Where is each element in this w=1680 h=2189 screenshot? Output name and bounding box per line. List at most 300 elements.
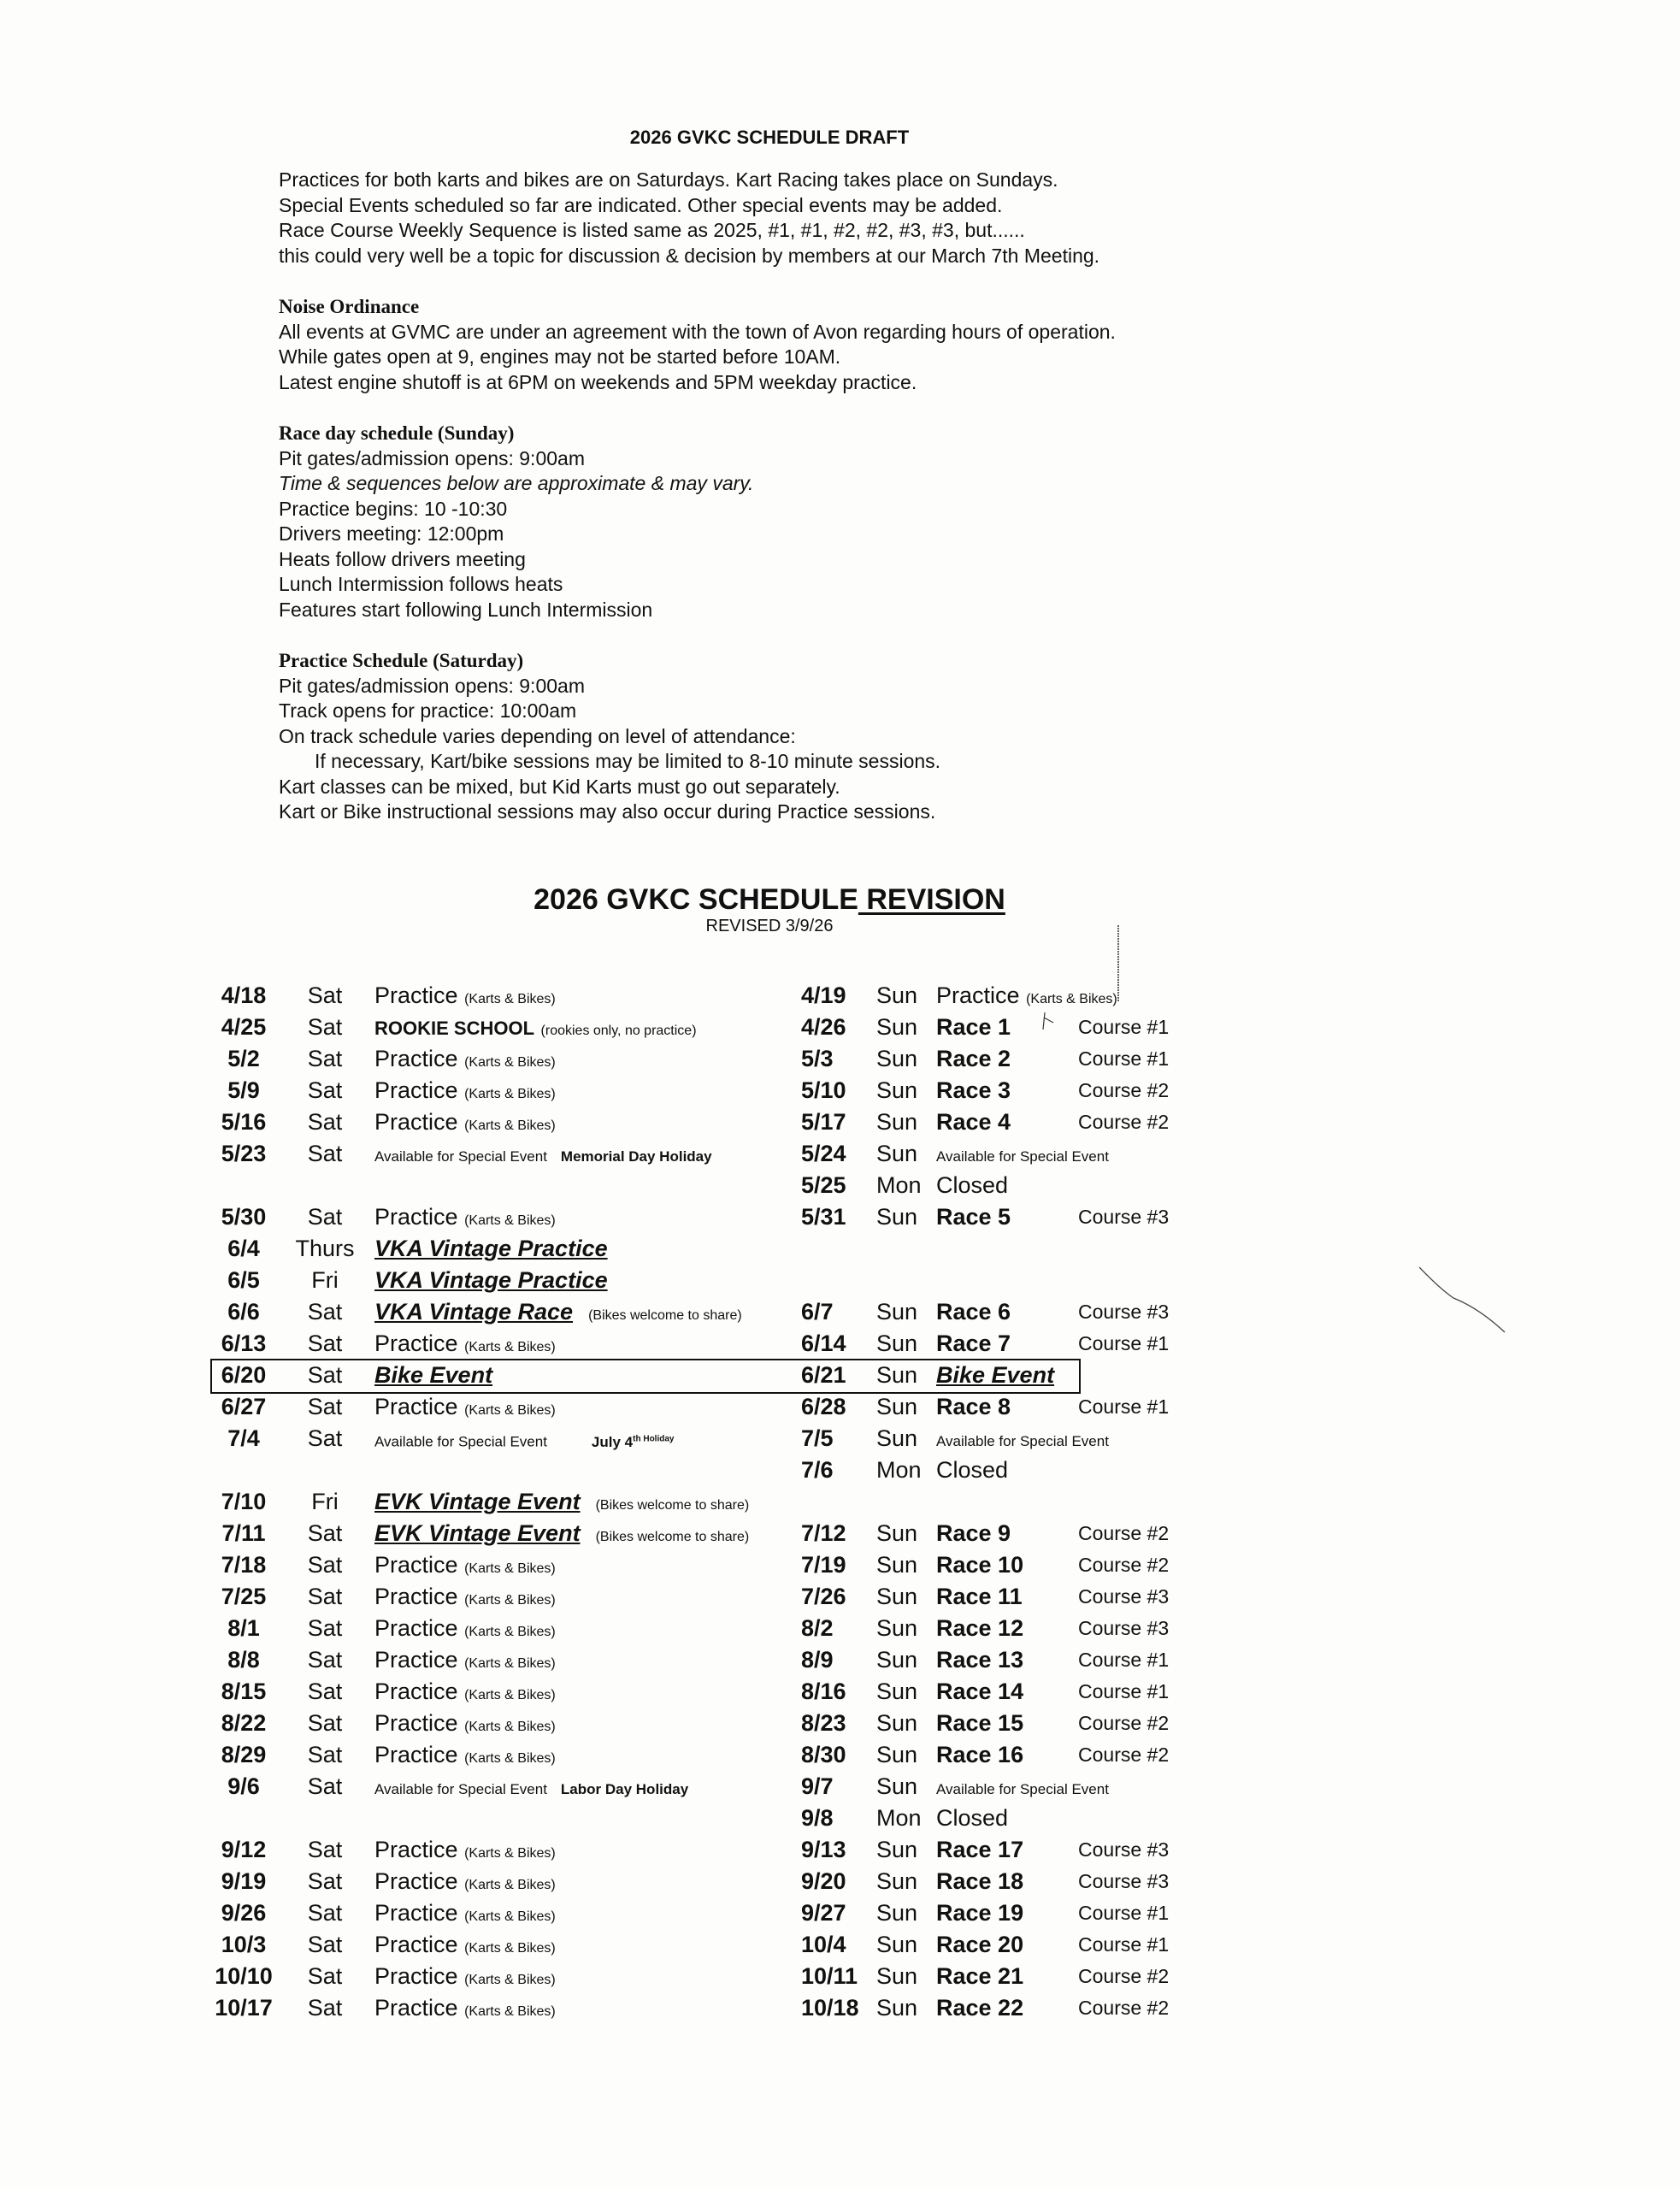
event-weekday: Sat — [307, 1584, 343, 1609]
event-date: 6/27 — [221, 1394, 267, 1419]
race-title: Race 9 — [936, 1520, 1011, 1546]
event-date: 8/16 — [801, 1679, 846, 1704]
event-note: (Karts & Bikes) — [464, 1593, 556, 1608]
noise-line: While gates open at 9, engines may not be started before 10AM. — [279, 345, 841, 368]
event-title: Practice — [374, 1647, 458, 1673]
event-date: 8/30 — [801, 1742, 846, 1767]
course-label: Course #2 — [1078, 1712, 1170, 1734]
event-cell — [936, 1328, 1011, 1360]
race-title: Race 12 — [936, 1615, 1024, 1641]
holiday-label — [561, 1148, 712, 1165]
event-weekday: Sun — [876, 1331, 918, 1356]
event-cell — [936, 1739, 1023, 1771]
event-cell — [936, 1075, 1011, 1106]
event-note: (Karts & Bikes) — [464, 1055, 556, 1070]
event-date: 6/6 — [227, 1299, 260, 1325]
event-weekday: Sun — [876, 1552, 918, 1578]
race-title: Race 21 — [936, 1963, 1024, 1989]
schedule-row — [0, 1391, 1680, 1423]
event-date: 6/4 — [227, 1236, 260, 1261]
event-cell — [374, 1897, 556, 1932]
event-weekday: Sat — [307, 1077, 343, 1103]
noise-line: Latest engine shutoff is at 6PM on weekends and 5PM weekday practice. — [279, 370, 917, 393]
event-weekday: Sat — [307, 1331, 343, 1356]
race-title: Race 18 — [936, 1868, 1024, 1894]
race-title: Race 13 — [936, 1647, 1024, 1673]
event-note: (Karts & Bikes) — [464, 1688, 556, 1702]
race-title: Race 19 — [936, 1900, 1024, 1926]
event-weekday: Fri — [311, 1267, 339, 1293]
event-cell — [374, 1138, 712, 1172]
event-weekday: Sun — [876, 1046, 918, 1071]
holiday-label — [592, 1434, 675, 1450]
special-event-title: EVK Vintage Event — [374, 1489, 581, 1514]
event-weekday: Sat — [307, 1868, 343, 1894]
event-title: Practice — [374, 1394, 458, 1419]
event-date: 5/10 — [801, 1077, 846, 1103]
event-date: 4/18 — [221, 982, 267, 1008]
event-weekday: Sat — [307, 982, 343, 1008]
special-event-title: Bike Event — [936, 1362, 1055, 1388]
event-title: Practice — [374, 1963, 458, 1989]
schedule-row — [0, 1486, 1680, 1518]
race-title: Race 20 — [936, 1932, 1024, 1957]
event-weekday: Sun — [876, 1109, 918, 1135]
raceday-note: Time & sequences below are approximate & may vary. — [279, 472, 754, 494]
course-label: Course #2 — [1078, 1111, 1170, 1133]
event-note: (Karts & Bikes) — [464, 1561, 556, 1576]
event-date: 10/3 — [221, 1932, 267, 1957]
event-cell — [374, 1771, 688, 1805]
event-weekday: Sun — [876, 1647, 918, 1673]
event-title: Practice — [374, 1615, 458, 1641]
course-label: Course #1 — [1078, 1016, 1170, 1038]
event-date: 5/17 — [801, 1109, 846, 1135]
event-cell — [936, 1170, 1008, 1201]
event-cell — [936, 1613, 1023, 1644]
schedule-row — [0, 1581, 1680, 1613]
event-weekday: Sat — [307, 1710, 343, 1736]
event-weekday: Sun — [876, 1995, 918, 2021]
event-weekday: Sun — [876, 982, 918, 1008]
event-weekday: Sat — [307, 1520, 343, 1546]
draft-title: 2026 GVKC SCHEDULE DRAFT — [629, 127, 910, 148]
event-weekday: Sun — [876, 1141, 918, 1166]
event-cell — [374, 1644, 556, 1679]
raceday-line: Lunch Intermission follows heats — [279, 573, 563, 595]
schedule-row — [0, 1549, 1680, 1581]
schedule-row — [0, 1138, 1680, 1170]
revision-date: REVISED 3/9/26 — [705, 917, 834, 935]
event-cell — [374, 1328, 556, 1363]
event-date: 8/1 — [227, 1615, 260, 1641]
practice-line: Pit gates/admission opens: 9:00am — [279, 674, 585, 697]
event-weekday: Fri — [311, 1489, 339, 1514]
schedule-row — [0, 1233, 1680, 1265]
schedule-row — [0, 1803, 1680, 1834]
event-cell — [374, 1929, 556, 1964]
event-cell — [936, 980, 1117, 1015]
event-cell — [374, 1201, 556, 1236]
event-title: Practice — [374, 1552, 458, 1578]
event-date: 5/2 — [227, 1046, 260, 1071]
practice-heading: Practice Schedule (Saturday) — [279, 650, 524, 671]
event-date: 10/17 — [215, 1995, 273, 2021]
event-cell — [936, 1708, 1023, 1739]
special-event-title: Bike Event — [374, 1362, 493, 1388]
event-cell — [936, 1771, 1109, 1805]
event-weekday: Sat — [307, 1615, 343, 1641]
raceday-line: Pit gates/admission opens: 9:00am — [279, 446, 585, 469]
revision-title — [0, 883, 1539, 917]
event-weekday: Sat — [307, 1932, 343, 1957]
scan-mark-line — [1116, 925, 1121, 1002]
schedule-row — [0, 1961, 1680, 1992]
schedule-row — [0, 1106, 1680, 1138]
special-event-title: VKA Vintage Practice — [374, 1236, 608, 1261]
schedule-row — [0, 1644, 1680, 1676]
race-title: Race 7 — [936, 1331, 1011, 1356]
event-weekday: Sat — [307, 1425, 343, 1451]
event-cell — [374, 1423, 674, 1458]
event-date: 7/4 — [227, 1425, 260, 1451]
event-cell — [936, 1201, 1011, 1233]
event-note: (Karts & Bikes) — [464, 1118, 556, 1133]
schedule-row — [0, 1518, 1680, 1549]
course-label: Course #1 — [1078, 1047, 1170, 1070]
event-weekday: Sun — [876, 1362, 918, 1388]
event-weekday: Sun — [876, 1773, 918, 1799]
event-note: (Karts & Bikes) — [464, 1087, 556, 1101]
race-title: Race 17 — [936, 1837, 1024, 1862]
event-title: Available for Special Event — [936, 1433, 1109, 1449]
event-title: Practice — [374, 1995, 458, 2021]
event-cell — [936, 1012, 1011, 1043]
race-title: Race 3 — [936, 1077, 1011, 1103]
intro-line: Practices for both karts and bikes are on Saturdays. Kart Racing takes place on Sundays. — [279, 168, 1058, 191]
race-title: Race 11 — [936, 1584, 1023, 1609]
event-cell — [936, 1360, 1054, 1391]
event-cell — [374, 1106, 556, 1142]
event-cell — [936, 1423, 1109, 1457]
event-title: Practice — [374, 1742, 458, 1767]
event-cell — [936, 1834, 1023, 1866]
race-title: Race 10 — [936, 1552, 1024, 1578]
schedule-row — [0, 1423, 1680, 1454]
race-title: Race 22 — [936, 1995, 1024, 2021]
event-date: 7/25 — [221, 1584, 267, 1609]
event-note: (Karts & Bikes) — [464, 1941, 556, 1956]
event-title: Practice — [374, 1077, 458, 1103]
event-weekday: Sun — [876, 1204, 918, 1230]
event-note: (Bikes welcome to share) — [595, 1530, 750, 1544]
event-cell — [936, 1043, 1011, 1075]
event-cell — [936, 1897, 1023, 1929]
event-cell — [374, 1866, 556, 1901]
schedule-row — [0, 1834, 1680, 1866]
practice-line: Kart classes can be mixed, but Kid Karts must go out separately. — [279, 775, 840, 798]
event-cell — [374, 1296, 742, 1331]
intro-line: this could very well be a topic for discussion & decision by members at our March 7th Meeting. — [279, 244, 1100, 267]
event-date: 5/24 — [801, 1141, 846, 1166]
event-weekday: Sat — [307, 1362, 343, 1388]
schedule-row — [0, 1360, 1680, 1391]
event-date: 9/7 — [801, 1773, 834, 1799]
event-weekday: Sun — [876, 1077, 918, 1103]
course-label: Course #2 — [1078, 1522, 1170, 1544]
event-weekday: Sun — [876, 1900, 918, 1926]
course-label: Course #2 — [1078, 1997, 1170, 2019]
race-title: Race 1 — [936, 1014, 1011, 1040]
event-cell — [374, 1043, 556, 1078]
event-note: (Karts & Bikes) — [464, 1846, 556, 1861]
event-weekday: Sat — [307, 1141, 343, 1166]
course-label: Course #1 — [1078, 1933, 1170, 1956]
event-date: 9/27 — [801, 1900, 846, 1926]
course-label: Course #2 — [1078, 1079, 1170, 1101]
holiday-sup: th — [633, 1434, 641, 1443]
event-title: Practice — [374, 1932, 458, 1957]
event-note: (Karts & Bikes) — [464, 1751, 556, 1766]
event-date: 7/11 — [221, 1520, 266, 1546]
pen-mark — [1041, 1011, 1058, 1031]
event-date: 8/15 — [221, 1679, 267, 1704]
event-cell — [374, 1360, 492, 1391]
event-weekday: Sat — [307, 1552, 343, 1578]
event-note: (Karts & Bikes) — [464, 1720, 556, 1734]
event-note: (Karts & Bikes) — [464, 1909, 556, 1924]
event-date: 6/28 — [801, 1394, 846, 1419]
event-weekday: Sat — [307, 1837, 343, 1862]
course-label: Course #1 — [1078, 1902, 1170, 1924]
event-weekday: Sun — [876, 1963, 918, 1989]
event-cell — [374, 1961, 556, 1996]
event-cell — [936, 1106, 1011, 1138]
event-date: 4/25 — [221, 1014, 267, 1040]
schedule-row — [0, 1771, 1680, 1803]
event-date: 7/18 — [221, 1552, 267, 1578]
event-cell — [936, 1676, 1023, 1708]
event-weekday: Sat — [307, 1963, 343, 1989]
event-date: 10/11 — [801, 1963, 858, 1989]
event-note: (Karts & Bikes) — [1026, 992, 1117, 1006]
event-date: 5/3 — [801, 1046, 834, 1071]
event-note: (Karts & Bikes) — [464, 1213, 556, 1228]
intro-line: Special Events scheduled so far are indicated. Other special events may be added. — [279, 193, 1003, 216]
event-cell — [374, 1739, 556, 1774]
event-title: Available for Special Event — [374, 1781, 547, 1797]
event-date: 6/13 — [221, 1331, 267, 1356]
schedule-row — [0, 1992, 1680, 2024]
practice-section — [279, 648, 940, 825]
special-event-title: VKA Vintage Race — [374, 1299, 574, 1325]
event-cell — [936, 1929, 1023, 1961]
event-date: 5/25 — [801, 1172, 846, 1198]
event-date: 10/10 — [215, 1963, 273, 1989]
event-date: 9/8 — [801, 1805, 834, 1831]
event-date: 6/20 — [221, 1362, 267, 1388]
event-date: 8/2 — [801, 1615, 834, 1641]
event-cell — [374, 980, 556, 1015]
event-weekday: Sun — [876, 1014, 918, 1040]
revision-title-main: 2026 GVKC SCHEDULE — [533, 883, 858, 916]
race-title: Race 16 — [936, 1742, 1024, 1767]
schedule-row — [0, 1897, 1680, 1929]
event-date: 5/16 — [221, 1109, 267, 1135]
event-weekday: Sat — [307, 1204, 343, 1230]
event-note: (Karts & Bikes) — [464, 1973, 556, 1987]
event-weekday: Sun — [876, 1520, 918, 1546]
raceday-line: Practice begins: 10 -10:30 — [279, 497, 508, 520]
event-cell — [374, 1581, 556, 1616]
event-title: Practice — [374, 1331, 458, 1356]
event-date: 6/5 — [227, 1267, 260, 1293]
event-cell — [374, 1613, 556, 1648]
event-title: Closed — [936, 1457, 1009, 1483]
event-title: Practice — [374, 1900, 458, 1926]
raceday-section — [279, 421, 753, 622]
raceday-line: Heats follow drivers meeting — [279, 547, 526, 570]
event-title: Practice — [936, 982, 1020, 1008]
event-weekday: Sat — [307, 1299, 343, 1325]
schedule-row — [0, 1866, 1680, 1897]
event-title: Closed — [936, 1805, 1009, 1831]
event-title: Practice — [374, 1204, 458, 1230]
event-weekday: Sat — [307, 1742, 343, 1767]
event-cell — [936, 1866, 1023, 1897]
race-title: Race 8 — [936, 1394, 1011, 1419]
event-cell — [374, 1391, 556, 1426]
event-date: 8/8 — [227, 1647, 260, 1673]
raceday-heading: Race day schedule (Sunday) — [279, 422, 515, 444]
event-cell — [936, 1644, 1023, 1676]
holiday-text: Memorial Day Holiday — [560, 1148, 712, 1165]
event-note: (Bikes welcome to share) — [588, 1308, 742, 1323]
event-title: Practice — [374, 1710, 458, 1736]
event-cell — [374, 1834, 556, 1869]
schedule-row — [0, 1929, 1680, 1961]
schedule-row — [0, 1454, 1680, 1486]
schedule-row — [0, 980, 1680, 1012]
practice-line: Kart or Bike instructional sessions may also occur during Practice sessions. — [279, 800, 936, 823]
event-cell — [374, 1992, 556, 2027]
event-cell — [936, 1803, 1008, 1834]
event-weekday: Sun — [876, 1584, 918, 1609]
event-weekday: Mon — [876, 1805, 922, 1831]
event-weekday: Sun — [876, 1425, 918, 1451]
schedule-row — [0, 1075, 1680, 1106]
event-date: 8/9 — [801, 1647, 834, 1673]
event-note: (Karts & Bikes) — [464, 2004, 556, 2019]
race-title: Race 4 — [936, 1109, 1011, 1135]
course-label: Course #3 — [1078, 1617, 1170, 1639]
event-date: 9/20 — [801, 1868, 846, 1894]
practice-line: On track schedule varies depending on level of attendance: — [279, 724, 796, 747]
schedule-row — [0, 1708, 1680, 1739]
event-weekday: Mon — [876, 1172, 922, 1198]
event-title: Practice — [374, 1584, 458, 1609]
course-label: Course #3 — [1078, 1206, 1170, 1228]
event-cell — [936, 1992, 1023, 2024]
event-weekday: Sat — [307, 1014, 343, 1040]
event-date: 7/12 — [801, 1520, 846, 1546]
holiday-text: July 4 — [591, 1433, 634, 1450]
schedule-row — [0, 1201, 1680, 1233]
event-title: Available for Special Event — [374, 1148, 547, 1165]
event-cell — [936, 1581, 1023, 1613]
event-weekday: Sun — [876, 1394, 918, 1419]
event-weekday: Sun — [876, 1932, 918, 1957]
event-date: 9/13 — [801, 1837, 846, 1862]
event-cell — [374, 1518, 749, 1553]
event-date: 7/26 — [801, 1584, 846, 1609]
event-weekday: Sun — [876, 1679, 918, 1704]
event-date: 4/26 — [801, 1014, 846, 1040]
event-weekday: Sat — [307, 1995, 343, 2021]
holiday-text: Labor Day Holiday — [560, 1781, 689, 1797]
event-cell — [936, 1138, 1109, 1172]
event-note: (rookies only, no practice) — [540, 1024, 697, 1038]
event-title: Practice — [374, 982, 458, 1008]
schedule-row — [0, 1613, 1680, 1644]
event-date: 7/10 — [221, 1489, 267, 1514]
event-weekday: Sat — [307, 1109, 343, 1135]
event-cell — [374, 1549, 556, 1584]
holiday-label — [561, 1781, 688, 1797]
event-date: 9/19 — [221, 1868, 267, 1894]
schedule-row — [0, 1676, 1680, 1708]
event-date: 7/6 — [801, 1457, 834, 1483]
event-note: (Karts & Bikes) — [464, 1656, 556, 1671]
race-title: Race 2 — [936, 1046, 1011, 1071]
event-title: Practice — [374, 1046, 458, 1071]
event-weekday: Sun — [876, 1837, 918, 1862]
event-cell — [936, 1296, 1011, 1328]
event-cell — [374, 1486, 749, 1521]
event-weekday: Sat — [307, 1679, 343, 1704]
event-date: 7/5 — [801, 1425, 834, 1451]
raceday-line: Features start following Lunch Intermission — [279, 598, 653, 621]
practice-line-indented: If necessary, Kart/bike sessions may be limited to 8-10 minute sessions. — [315, 750, 941, 772]
revision-title-underlined: REVISION — [858, 883, 1005, 916]
event-weekday: Sun — [876, 1710, 918, 1736]
event-title: Practice — [374, 1868, 458, 1894]
event-date: 9/6 — [227, 1773, 260, 1799]
event-date: 7/19 — [801, 1552, 846, 1578]
event-date: 5/23 — [221, 1141, 267, 1166]
event-title: Practice — [374, 1679, 458, 1704]
event-date: 10/18 — [801, 1995, 859, 2021]
schedule-row — [0, 1170, 1680, 1201]
event-weekday: Mon — [876, 1457, 922, 1483]
event-weekday: Sun — [876, 1615, 918, 1641]
noise-line: All events at GVMC are under an agreement with the town of Avon regarding hours of operation. — [279, 320, 1116, 343]
race-title: Race 14 — [936, 1679, 1024, 1704]
event-weekday: Sat — [307, 1046, 343, 1071]
course-label: Course #1 — [1078, 1680, 1170, 1702]
event-weekday: Sun — [876, 1742, 918, 1767]
event-title: ROOKIE SCHOOL — [374, 1018, 535, 1039]
race-title: Race 6 — [936, 1299, 1011, 1325]
intro-paragraph — [279, 168, 1099, 268]
event-note: (Bikes welcome to share) — [595, 1498, 750, 1513]
event-title: Available for Special Event — [936, 1781, 1109, 1797]
holiday-tail: Holiday — [640, 1434, 675, 1443]
event-cell — [936, 1549, 1023, 1581]
raceday-line: Drivers meeting: 12:00pm — [279, 522, 504, 545]
event-date: 6/7 — [801, 1299, 834, 1325]
event-title: Closed — [936, 1172, 1009, 1198]
